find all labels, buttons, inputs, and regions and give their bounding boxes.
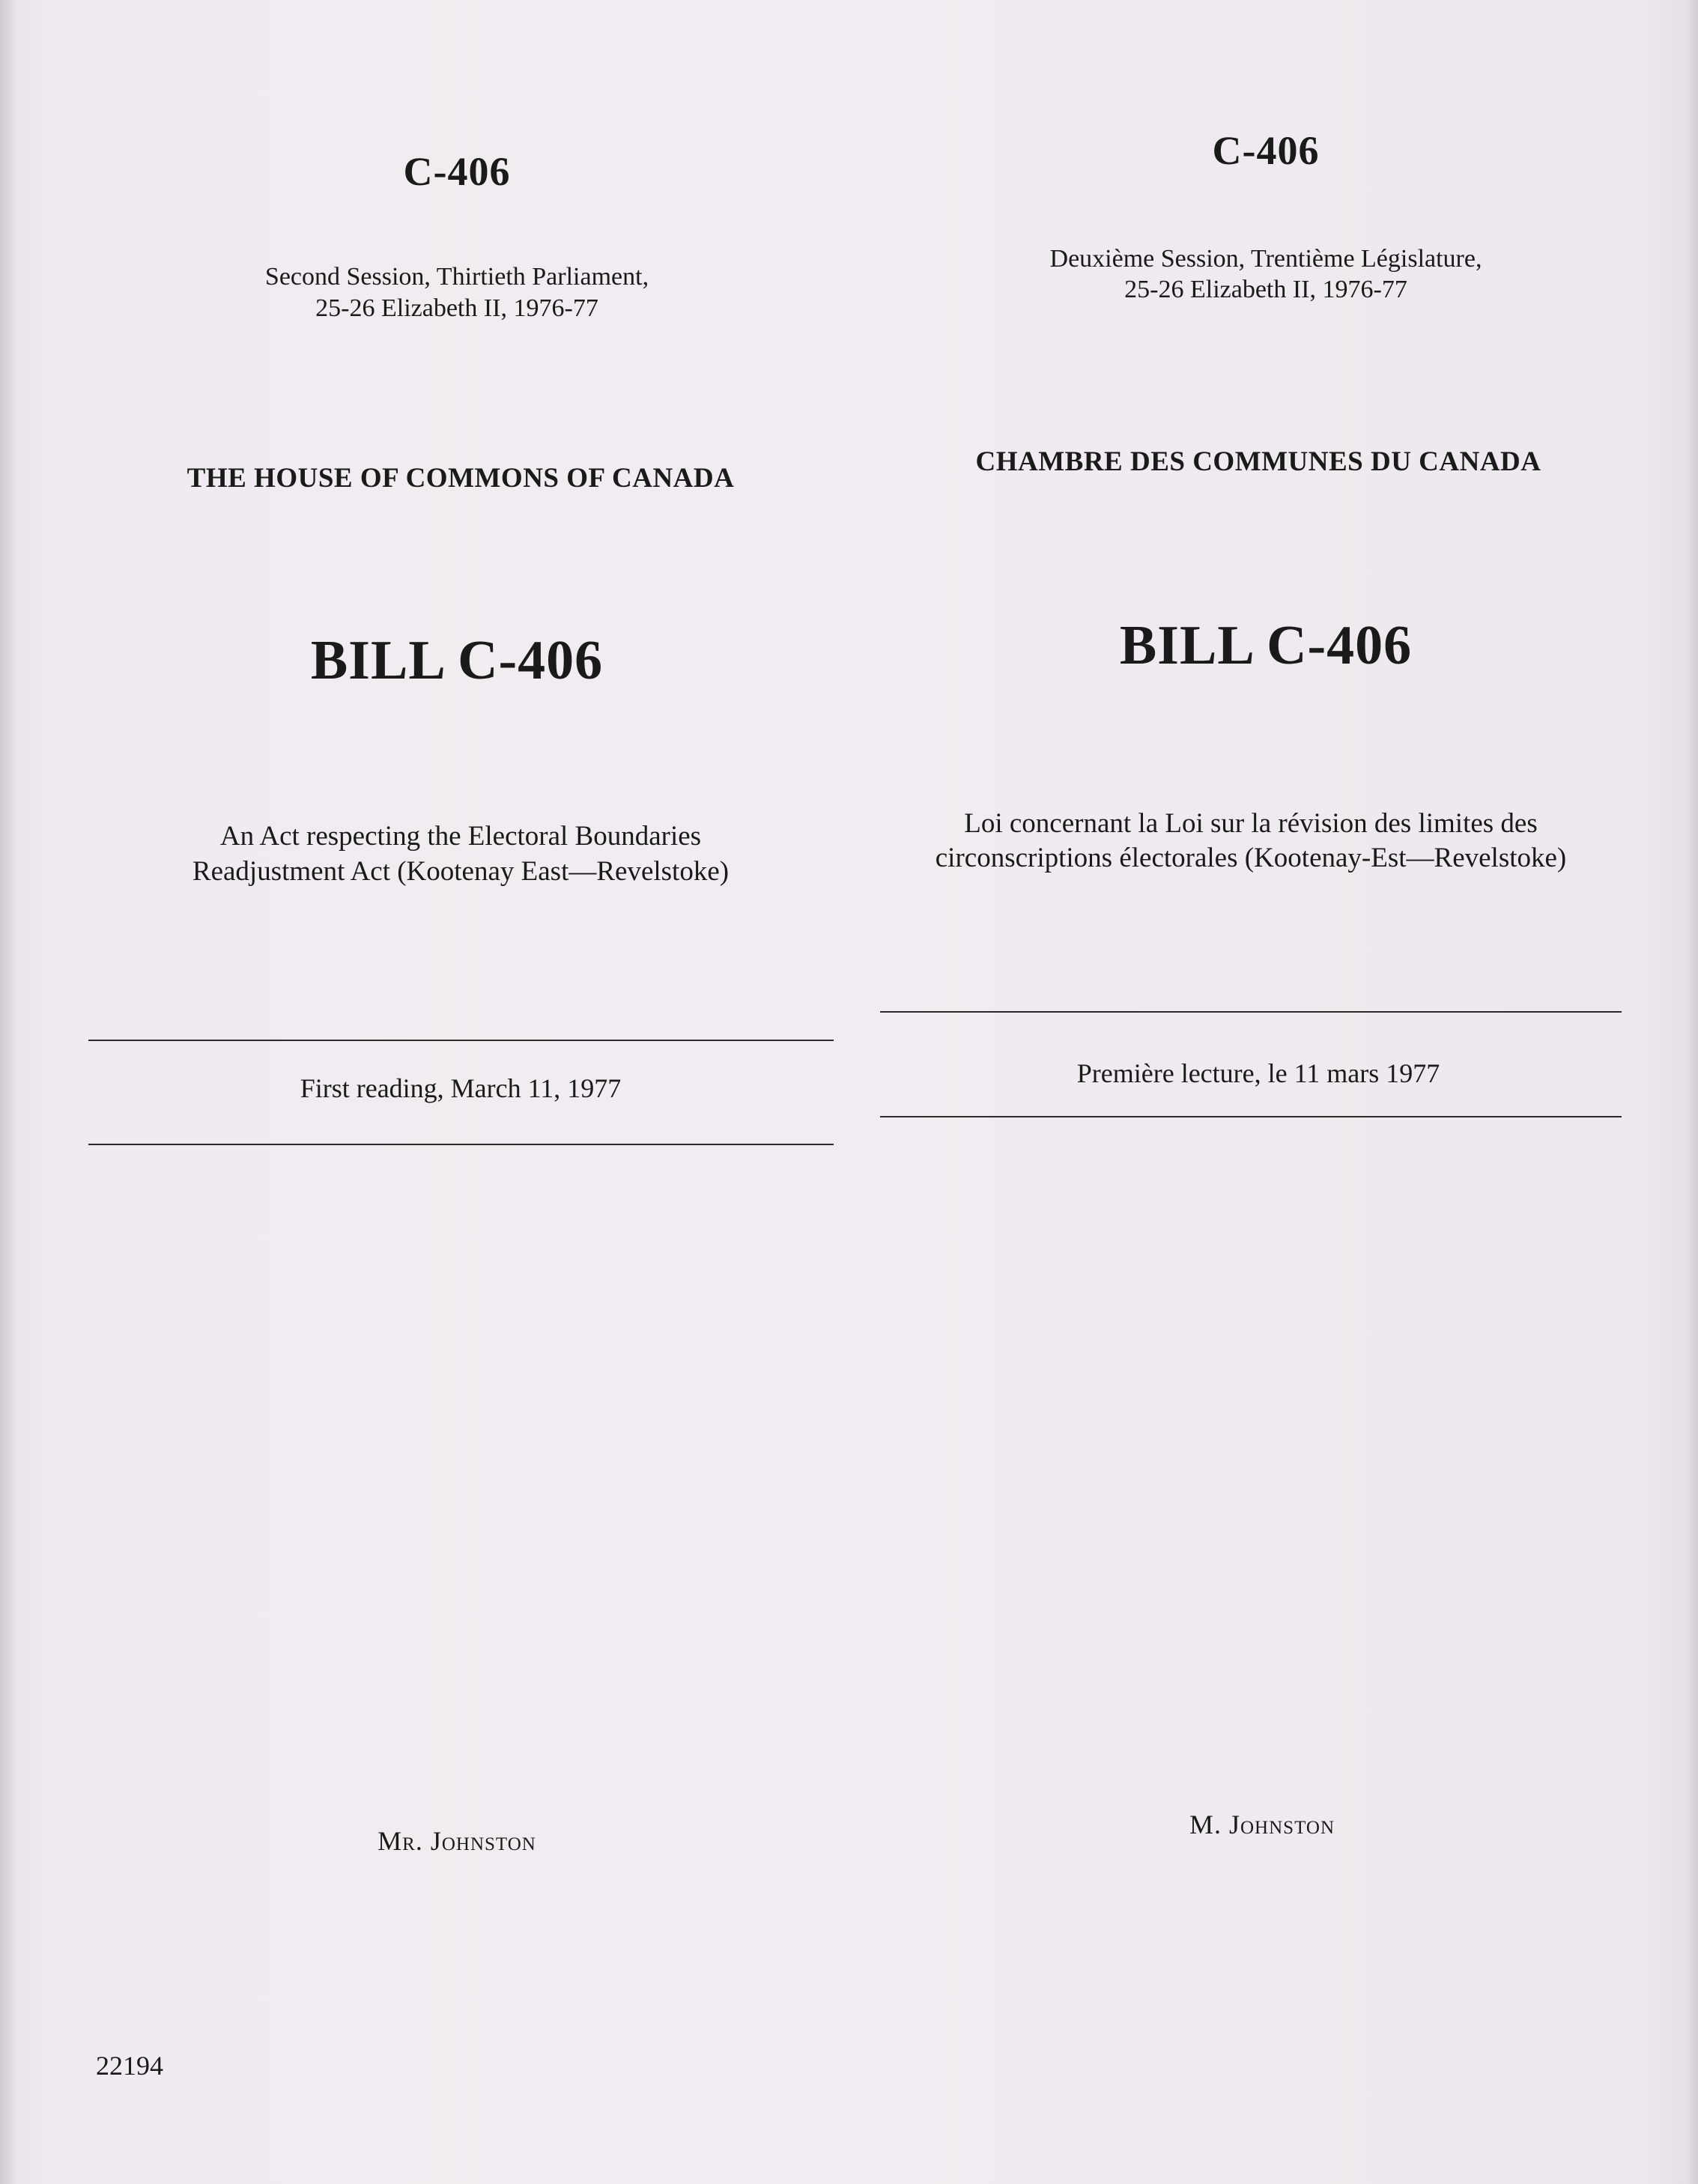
bill-code: C-406: [1212, 128, 1320, 173]
act-title-line-2: Readjustment Act (Kootenay East—Revelstoke): [192, 856, 730, 887]
rule-bottom: [88, 1144, 834, 1145]
session-line-1: Second Session, Thirtieth Parliament,: [264, 263, 649, 291]
bill-title: BILL C-406: [1119, 615, 1413, 676]
rule-top: [88, 1040, 834, 1041]
reading-date: First reading, March 11, 1977: [300, 1073, 622, 1103]
rule-bottom: [880, 1116, 1622, 1117]
sponsor-name: M. Johnston: [1189, 1810, 1335, 1839]
session-line-2: 25-26 Elizabeth II, 1976-77: [1124, 276, 1407, 303]
bill-title: BILL C-406: [310, 630, 604, 691]
rule-top: [880, 1011, 1622, 1013]
reading-date: Première lecture, le 11 mars 1977: [1076, 1058, 1440, 1088]
act-title-line-2: circonscriptions électorales (Kootenay-Est—Revelstoke): [935, 843, 1567, 873]
session-line-2: 25-26 Elizabeth II, 1976-77: [315, 294, 598, 322]
spine-shadow: [0, 0, 16, 2184]
act-title-line-1: Loi concernant la Loi sur la révision des limites des: [964, 808, 1538, 839]
sponsor-name: Mr. Johnston: [377, 1826, 536, 1856]
act-title-line-1: An Act respecting the Electoral Boundaries: [219, 821, 702, 852]
session-line-1: Deuxième Session, Trentième Législature,: [1049, 245, 1482, 273]
house-name: THE HOUSE OF COMMONS OF CANADA: [187, 463, 735, 494]
french-column: [869, 0, 1633, 2184]
house-name: CHAMBRE DES COMMUNES DU CANADA: [975, 446, 1541, 477]
bill-code: C-406: [403, 149, 511, 194]
english-column: [82, 0, 824, 2184]
print-number: 22194: [96, 2051, 163, 2081]
page-edge-shadow: [1688, 0, 1698, 2184]
